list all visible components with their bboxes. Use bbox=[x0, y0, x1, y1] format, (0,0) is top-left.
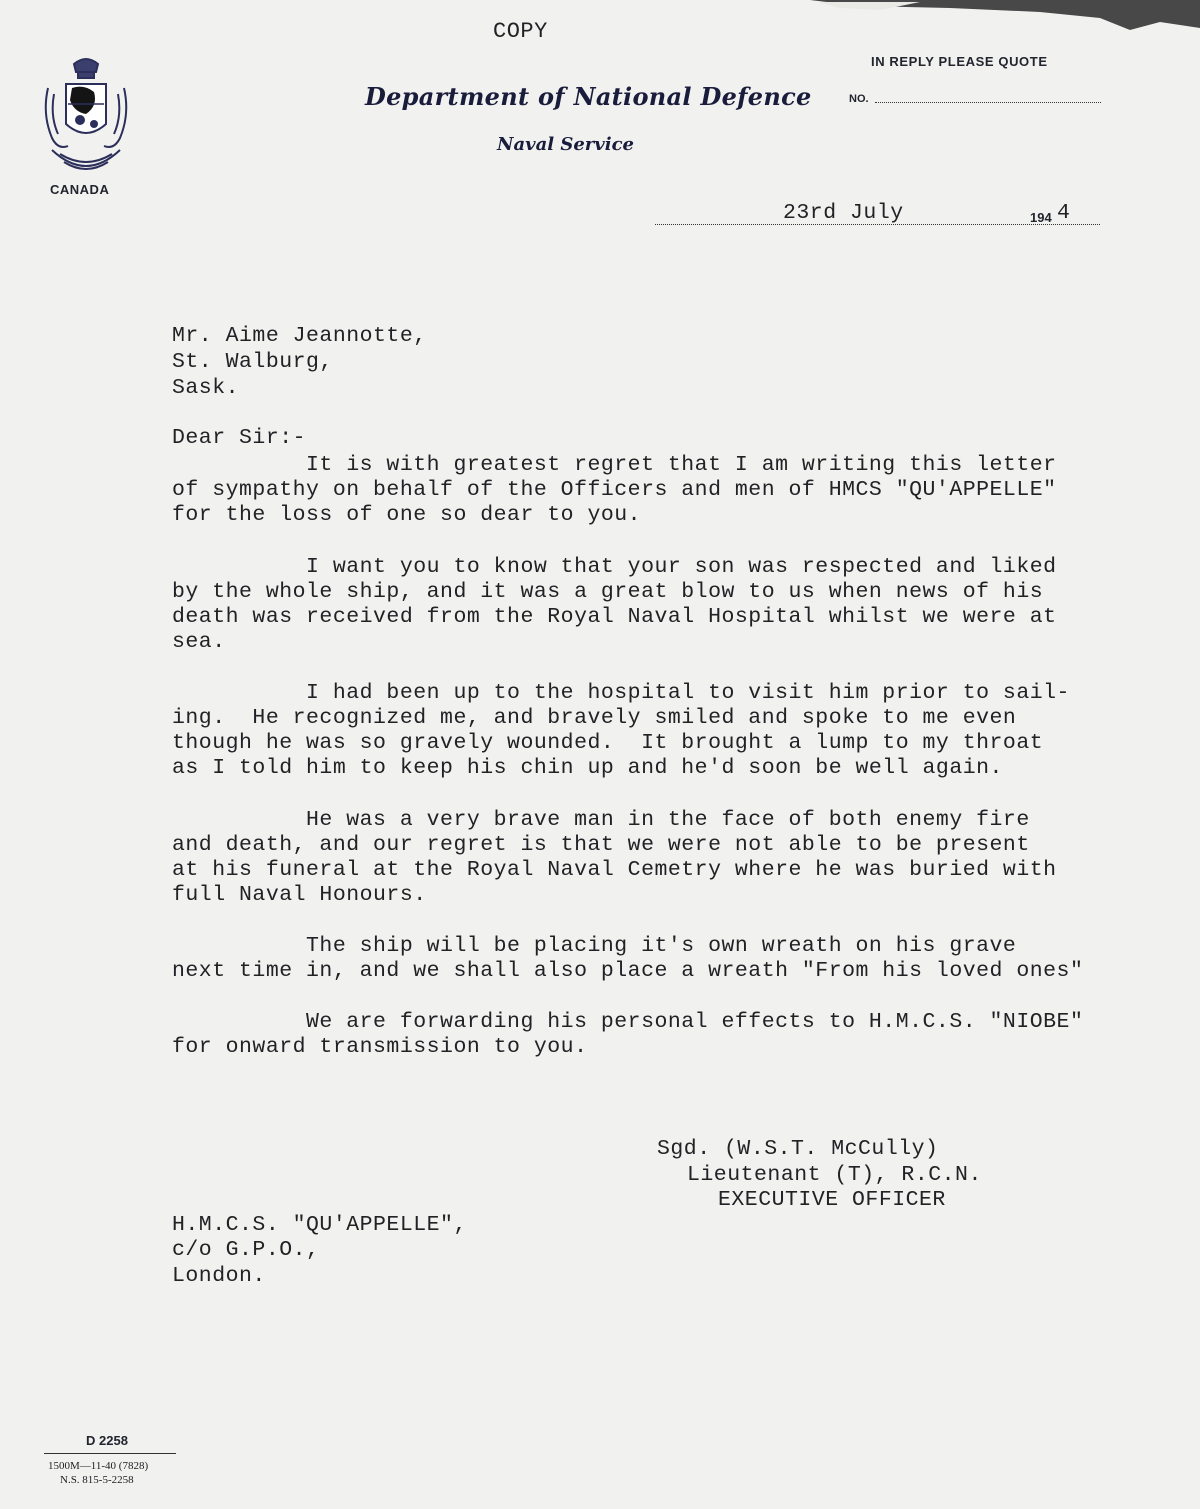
body-line: ing. He recognized me, and bravely smiled and spoke to me even bbox=[172, 706, 1017, 730]
body-line: The ship will be placing it's own wreath on his grave bbox=[172, 934, 1017, 958]
service-heading: Naval Service bbox=[497, 134, 634, 155]
body-line: full Naval Honours. bbox=[172, 883, 427, 907]
recipient-province: Sask. bbox=[172, 376, 240, 400]
body-line: at his funeral at the Royal Naval Cemetry where he was buried with bbox=[172, 858, 1057, 882]
torn-corner-decoration bbox=[800, 0, 1200, 34]
body-line: sea. bbox=[172, 630, 226, 654]
sender-city: London. bbox=[172, 1264, 266, 1288]
footer-rule bbox=[44, 1453, 176, 1454]
reply-number-line bbox=[875, 102, 1101, 103]
reply-label: IN REPLY PLEASE QUOTE bbox=[871, 54, 1048, 69]
body-line: I had been up to the hospital to visit him prior to sail- bbox=[172, 681, 1070, 705]
body-line: for onward transmission to you. bbox=[172, 1035, 588, 1059]
body-line: though he was so gravely wounded. It brought a lump to my throat bbox=[172, 731, 1044, 755]
canada-crest-icon bbox=[38, 54, 134, 182]
print-line-2: N.S. 815-5-2258 bbox=[60, 1474, 134, 1486]
department-heading: Department of National Defence bbox=[365, 82, 812, 111]
print-line-1: 1500M—11-40 (7828) bbox=[48, 1460, 149, 1472]
signature-rank: Lieutenant (T), R.C.N. bbox=[687, 1163, 982, 1187]
body-line: of sympathy on behalf of the Officers and men of HMCS "QU'APPELLE" bbox=[172, 478, 1057, 502]
body-line: We are forwarding his personal effects to H.M.C.S. "NIOBE" bbox=[172, 1010, 1084, 1034]
date-line bbox=[655, 224, 1100, 225]
body-line: as I told him to keep his chin up and he'd soon be well again. bbox=[172, 756, 1003, 780]
body-line: next time in, and we shall also place a wreath "From his loved ones" bbox=[172, 959, 1084, 983]
body-line: by the whole ship, and it was a great blow to us when news of his bbox=[172, 580, 1044, 604]
country-label: CANADA bbox=[50, 182, 110, 197]
sender-ship: H.M.C.S. "QU'APPELLE", bbox=[172, 1213, 467, 1237]
date-year-prefix: 194 bbox=[1030, 210, 1052, 225]
salutation: Dear Sir:- bbox=[172, 426, 307, 450]
body-line: It is with greatest regret that I am writing this letter bbox=[172, 453, 1057, 477]
recipient-town: St. Walburg, bbox=[172, 350, 333, 374]
date-day-month: 23rd July bbox=[783, 201, 904, 225]
body-line: death was received from the Royal Naval Hospital whilst we were at bbox=[172, 605, 1057, 629]
body-line: for the loss of one so dear to you. bbox=[172, 503, 642, 527]
body-line: He was a very brave man in the face of both enemy fire bbox=[172, 808, 1030, 832]
body-line: and death, and our regret is that we were not able to be present bbox=[172, 833, 1030, 857]
recipient-name: Mr. Aime Jeannotte, bbox=[172, 324, 427, 348]
body-line: I want you to know that your son was respected and liked bbox=[172, 555, 1057, 579]
signature-signed: Sgd. (W.S.T. McCully) bbox=[657, 1137, 939, 1161]
date-year-suffix: 4 bbox=[1057, 201, 1071, 225]
form-code: D 2258 bbox=[86, 1433, 128, 1448]
signature-title: EXECUTIVE OFFICER bbox=[718, 1188, 946, 1212]
reply-no-label: NO. bbox=[849, 93, 869, 105]
copy-mark: COPY bbox=[493, 19, 548, 44]
sender-care-of: c/o G.P.O., bbox=[172, 1238, 320, 1262]
